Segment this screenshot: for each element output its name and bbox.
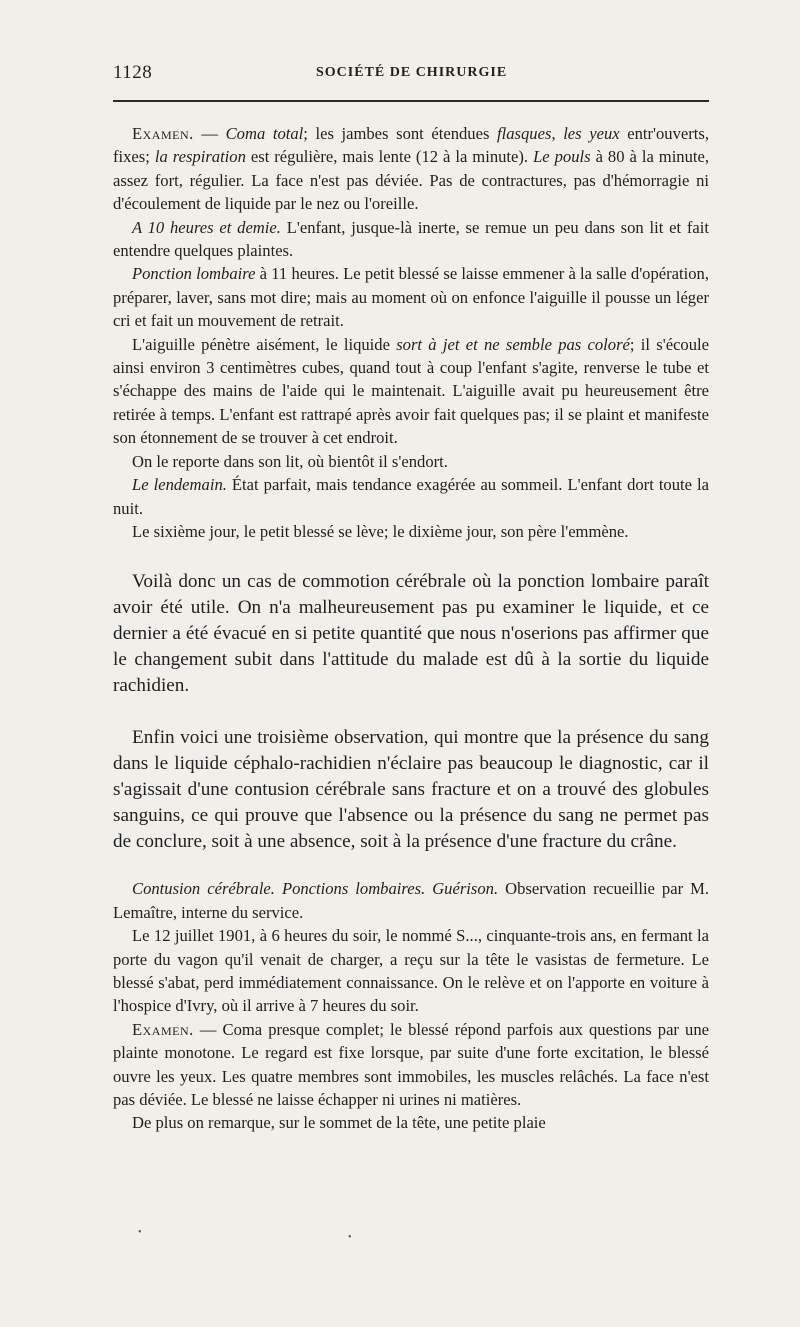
paragraph-sixieme-jour: Le sixième jour, le petit blessé se lève; le dixième jour, son père l'emmène. — [132, 521, 629, 541]
paragraph-10h30: A 10 heures et demie. L'enfant, jusque-là inerte, se remue un peu dans son lit et fait entendre quelques plaintes. — [113, 217, 709, 261]
paragraph-enfin: Enfin voici une troisième observation, qui montre que la présence du sang dans le liquide céphalo-rachidien n'éclaire pas beaucoup le diagnostic, car il s'agissait d'une contusion cérébrale sans fracture et on a trouvé des globules sanguins, ce qui prouve que l'absence ou la présence du sang ne permet pas de conclure, soit à une absence, soit à la présence d'une fracture du crâne. — [113, 727, 709, 853]
observation-block-2 — [113, 877, 709, 1134]
observation-block-1 — [113, 122, 709, 543]
paragraph-examen: Examen. — Coma total; les jambes sont étendues flasques, les yeux entr'ouverts, fixes; la respiration est régulière, mais lente (12 à la minute). Le pouls à 80 à la minute, assez fort, régulier. La face n'est pas déviée. Pas de contractures, pas d'hémorragie ni d'écoulement de liquide par le nez ou l'oreille. — [113, 124, 710, 214]
paragraph-reporte: On le reporte dans son lit, où bientôt il s'endort. — [132, 451, 448, 471]
paragraph-de-plus: De plus on remarque, sur le sommet de la tête, une petite plaie — [132, 1113, 546, 1133]
paragraph-ponction: Ponction lombaire à 11 heures. Le petit blessé se laisse emmener à la salle d'opération, préparer, laver, sans mot dire; mais au moment où on enfonce l'aiguille il pousse un léger cri et fait un mouvement de retrait. — [113, 264, 709, 331]
paragraph-aiguille: L'aiguille pénètre aisément, le liquide sort à jet et ne semble pas coloré; il s'écoule ainsi environ 3 centimètres cubes, quand tout à coup l'enfant s'agite, renverse le tube et s'échappe des mains de l'aide qui le maintenait. L'aiguille avait pu heureusement être retirée à temps. L'enfant est rattrapé après avoir fait quelques pas; il se plaint et manifeste son étonnement de se trouver à cet endroit. — [113, 334, 710, 448]
paragraph-examen-2: Examen. — Coma presque complet; le blessé répond parfois aux questions par une plainte monotone. Le regard est fixe lorsque, par suite d'une forte excitation, le blessé ouvre les yeux. Les quatre membres sont immobiles, les muscles relâchés. La face n'est pas déviée. Le blessé ne laisse échapper ni urines ni matières. — [113, 1019, 709, 1109]
running-head: SOCIÉTÉ DE CHIRURGIE — [316, 65, 508, 80]
page-header — [113, 62, 709, 86]
paragraph-observation-title: Contusion cérébrale. Ponctions lombaires. Guérison. Observation recueillie par M. Lemaître, interne du service. — [113, 879, 709, 922]
paragraph-lendemain: Le lendemain. État parfait, mais tendance exagérée au sommeil. L'enfant dort toute la nuit. — [113, 475, 709, 518]
margin-mark: • — [348, 1232, 352, 1243]
body-text — [113, 122, 709, 1135]
margin-mark: • — [138, 1227, 142, 1238]
paragraph-voila: Voilà donc un cas de commotion cérébrale où la ponction lombaire paraît avoir été utile. On n'a malheureusement pas pu examiner le liquide, et ce dernier a été évacué en si petite quantité que nous n'oserions pas affirmer que le changement subit dans l'attitude du malade est dû à la sortie du liquide rachidien. — [113, 571, 709, 697]
page-number: 1128 — [113, 62, 153, 83]
margin-marks — [138, 1227, 352, 1243]
discussion-block — [113, 569, 709, 855]
header-rule — [113, 100, 709, 102]
paragraph-12-juillet: Le 12 juillet 1901, à 6 heures du soir, le nommé S..., cinquante-trois ans, en fermant la porte du vagon qu'il venait de charger, a reçu sur la tête le vasistas de fermeture. Le blessé s'abat, perd immédiatement connaissance. On le relève et on l'apporte en voiture à l'hospice d'Ivry, où il arrive à 7 heures du soir. — [113, 926, 709, 1016]
